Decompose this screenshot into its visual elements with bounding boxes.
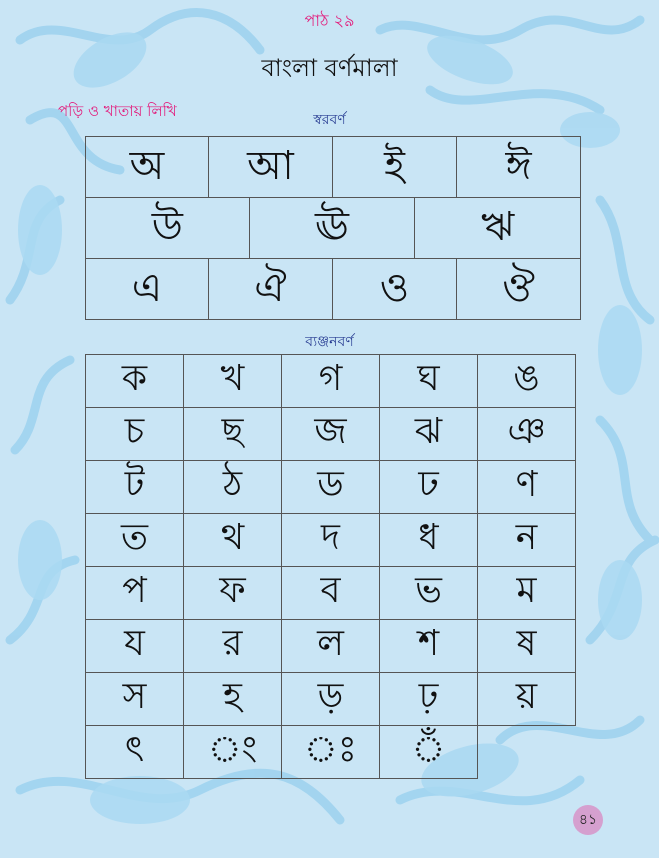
consonant-row bbox=[86, 355, 581, 409]
consonant-cell: ব bbox=[281, 566, 380, 620]
lesson-label: পাঠ ২৯ bbox=[304, 11, 355, 30]
consonant-cell: ম bbox=[477, 566, 576, 620]
consonant-row bbox=[86, 461, 581, 515]
vowel-cell: ঊ bbox=[249, 197, 416, 259]
vowel-row bbox=[86, 198, 581, 260]
vowel-cell: এ bbox=[85, 258, 209, 320]
consonant-cell: দ bbox=[281, 513, 380, 567]
consonant-cell: ঠ bbox=[183, 460, 282, 514]
consonant-cell: ক bbox=[85, 354, 184, 408]
consonant-cell: থ bbox=[183, 513, 282, 567]
consonant-cell: ড় bbox=[281, 672, 380, 726]
vowel-table bbox=[86, 137, 581, 320]
consonant-row bbox=[86, 408, 581, 462]
vowel-cell: আ bbox=[208, 136, 333, 198]
consonant-table bbox=[86, 355, 581, 780]
page-number: ৪১ bbox=[573, 805, 603, 835]
consonant-cell: ড bbox=[281, 460, 380, 514]
instruction-text: পড়ি ও খাতায় লিখি bbox=[58, 102, 177, 120]
consonant-cell: ঃ bbox=[281, 725, 380, 779]
consonant-cell: ৎ bbox=[85, 725, 184, 779]
consonant-cell: খ bbox=[183, 354, 282, 408]
consonant-cell: ত bbox=[85, 513, 184, 567]
vowel-cell: ই bbox=[332, 136, 457, 198]
consonant-heading: ব্যঞ্জনবর্ণ bbox=[305, 334, 354, 350]
consonant-cell: ং bbox=[183, 725, 282, 779]
consonant-cell: ঢ় bbox=[379, 672, 478, 726]
consonant-cell: হ bbox=[183, 672, 282, 726]
consonant-cell: ষ bbox=[477, 619, 576, 673]
vowel-cell: ঈ bbox=[456, 136, 581, 198]
vowel-cell: ঐ bbox=[208, 258, 333, 320]
consonant-cell: র bbox=[183, 619, 282, 673]
page-title: বাংলা বর্ণমালা bbox=[261, 54, 398, 82]
empty-cell bbox=[477, 725, 576, 779]
consonant-cell: ঁ bbox=[379, 725, 478, 779]
consonant-cell: ভ bbox=[379, 566, 478, 620]
consonant-cell: ধ bbox=[379, 513, 478, 567]
consonant-cell: চ bbox=[85, 407, 184, 461]
consonant-row bbox=[86, 673, 581, 727]
consonant-cell: স bbox=[85, 672, 184, 726]
consonant-cell: ফ bbox=[183, 566, 282, 620]
vowel-cell: ঔ bbox=[456, 258, 581, 320]
vowel-row bbox=[86, 259, 581, 321]
consonant-cell: ঙ bbox=[477, 354, 576, 408]
consonant-cell: য় bbox=[477, 672, 576, 726]
consonant-cell: শ bbox=[379, 619, 478, 673]
vowel-heading: স্বরবর্ণ bbox=[313, 112, 346, 128]
consonant-cell: ঢ bbox=[379, 460, 478, 514]
consonant-row bbox=[86, 514, 581, 568]
consonant-cell: ল bbox=[281, 619, 380, 673]
vowel-cell: ঋ bbox=[414, 197, 581, 259]
consonant-row bbox=[86, 567, 581, 621]
consonant-cell: প bbox=[85, 566, 184, 620]
consonant-cell: ন bbox=[477, 513, 576, 567]
consonant-cell: য bbox=[85, 619, 184, 673]
consonant-cell: গ bbox=[281, 354, 380, 408]
consonant-cell: ট bbox=[85, 460, 184, 514]
vowel-cell: অ bbox=[85, 136, 209, 198]
consonant-cell: ঞ bbox=[477, 407, 576, 461]
vowel-row bbox=[86, 137, 581, 199]
consonant-row bbox=[86, 726, 581, 780]
consonant-cell: ণ bbox=[477, 460, 576, 514]
vowel-cell: ও bbox=[332, 258, 457, 320]
vowel-cell: উ bbox=[85, 197, 250, 259]
consonant-cell: ঘ bbox=[379, 354, 478, 408]
consonant-row bbox=[86, 620, 581, 674]
consonant-cell: ঝ bbox=[379, 407, 478, 461]
consonant-cell: ছ bbox=[183, 407, 282, 461]
consonant-cell: জ bbox=[281, 407, 380, 461]
